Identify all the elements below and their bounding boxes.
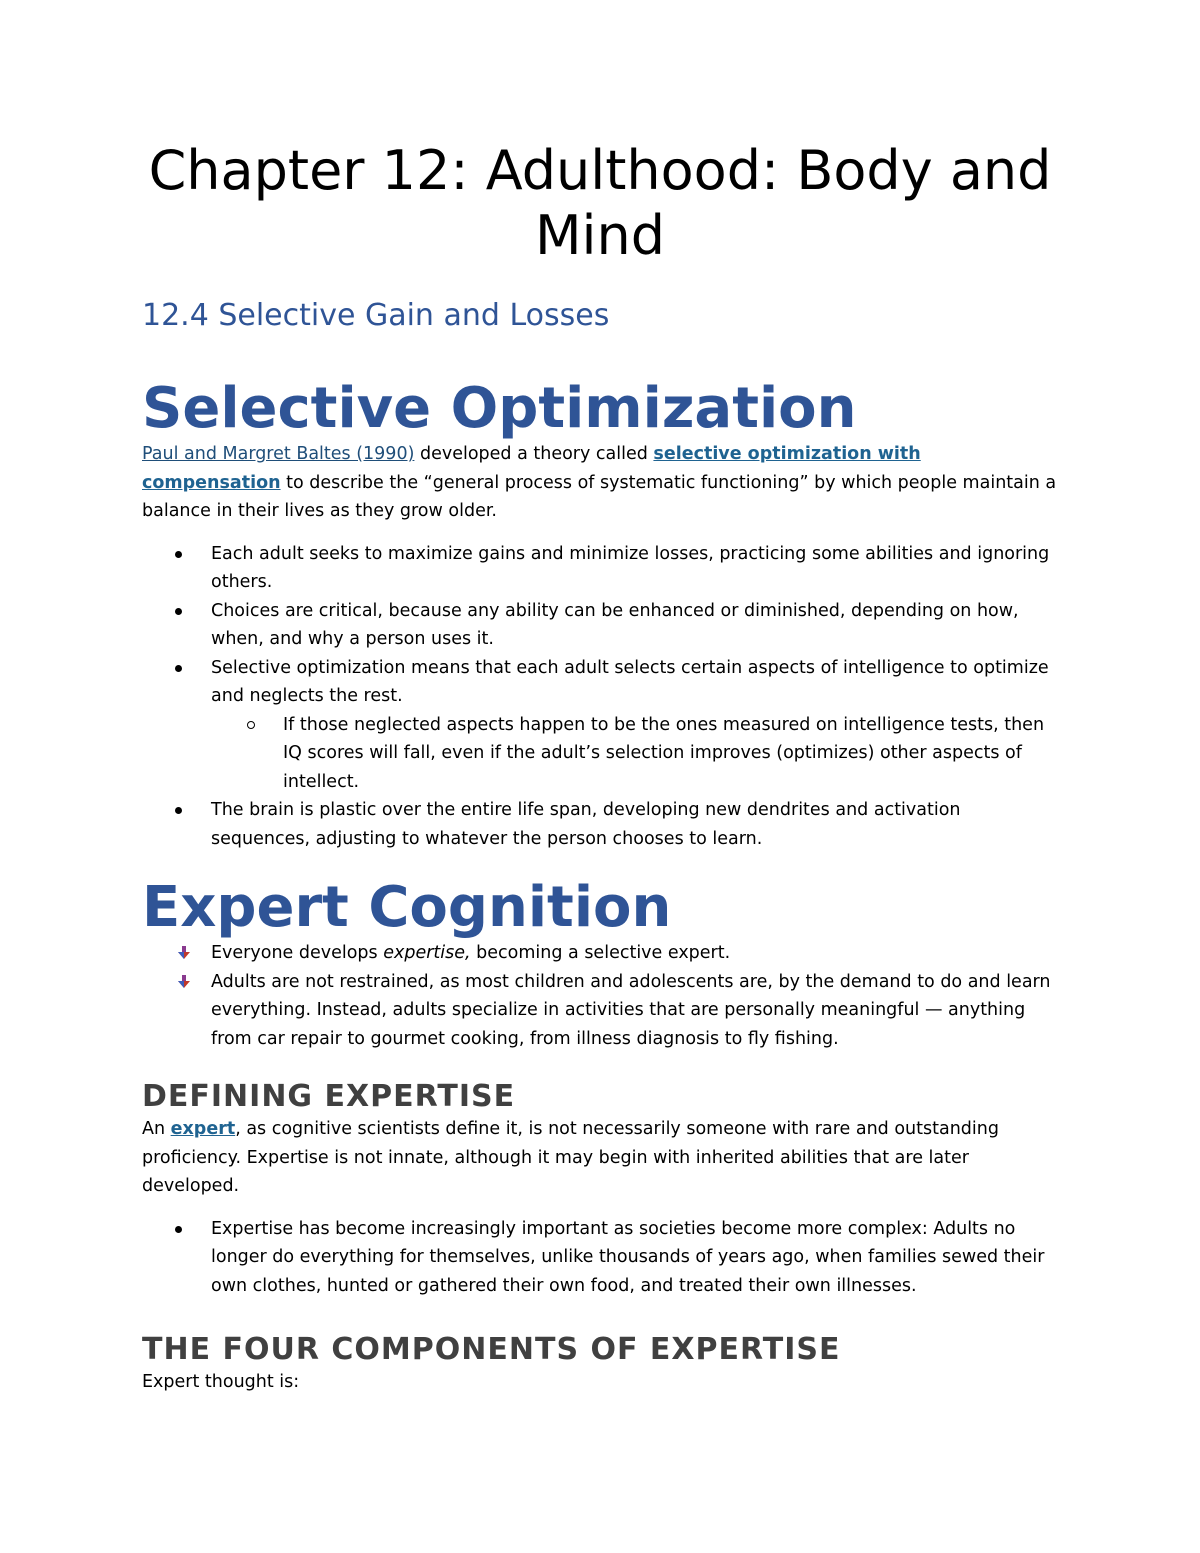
list-item-text-before: Everyone develops bbox=[211, 943, 384, 963]
soc-term-link[interactable]: selective optimization with compensation bbox=[142, 444, 921, 493]
expert-definition-paragraph bbox=[142, 1115, 1058, 1201]
para-text-before: An bbox=[142, 1119, 171, 1139]
list-item: Each adult seeks to maximize gains and minimize losses, practicing some abilities and ignoring others. bbox=[142, 540, 1058, 597]
list-item: Choices are critical, because any ability can be enhanced or diminished, depending on how, when, and why a person uses it. bbox=[142, 597, 1058, 654]
heading-four-components: THE FOUR COMPONENTS OF EXPERTISE bbox=[142, 1332, 841, 1367]
arrow-bullet-icon bbox=[176, 974, 192, 990]
intro-text-1: developed a theory called bbox=[414, 444, 654, 464]
list-item bbox=[142, 654, 1058, 797]
section-subtitle: 12.4 Selective Gain and Losses bbox=[142, 298, 610, 333]
defining-expertise-list bbox=[142, 1215, 1058, 1301]
expert-cognition-list bbox=[142, 939, 1058, 1053]
list-item bbox=[142, 968, 1058, 1054]
heading-expert-cognition: Expert Cognition bbox=[142, 875, 672, 940]
list-item-text: Adults are not restrained, as most children and adolescents are, by the demand to do and learn everything. Instead, adults specialize in activities that are personally meaningful — anything from car repair to gourmet cooking, from illness diagnosis to fly fishing. bbox=[211, 971, 1051, 1049]
intro-text-2: to describe the “general process of systematic functioning” by which people maintain a balance in their lives as they grow older. bbox=[142, 472, 1057, 521]
list-item-italic: expertise, bbox=[383, 943, 471, 963]
expert-thought-text: Expert thought is: bbox=[142, 1372, 300, 1392]
selective-optimization-list bbox=[142, 540, 1058, 854]
para-text-after: , as cognitive scientists define it, is not necessarily someone with rare and outstanding proficiency. Expertise is not innate, although it may begin with inherited abilities that are later developed. bbox=[142, 1119, 999, 1196]
expert-term-link[interactable]: expert bbox=[170, 1119, 236, 1139]
list-item: The brain is plastic over the entire life span, developing new dendrites and activation sequences, adjusting to whatever the person chooses to learn. bbox=[142, 796, 1058, 853]
sub-list bbox=[211, 711, 1058, 797]
baltes-citation-link[interactable]: Paul and Margret Baltes (1990) bbox=[142, 444, 415, 464]
list-item-text: Selective optimization means that each adult selects certain aspects of intelligence to optimize and neglects the rest. bbox=[211, 657, 1049, 706]
list-item bbox=[142, 939, 1058, 968]
heading-defining-expertise: DEFINING EXPERTISE bbox=[142, 1079, 516, 1114]
arrow-bullet-icon bbox=[176, 945, 192, 961]
sub-list-item: If those neglected aspects happen to be the ones measured on intelligence tests, then IQ scores will fall, even if the adult’s selection improves (optimizes) other aspects of intellect. bbox=[211, 711, 1058, 797]
page-title: Chapter 12: Adulthood: Body and Mind bbox=[148, 139, 1052, 267]
list-item: Expertise has become increasingly important as societies become more complex: Adults no longer do everything for themselves, unlike thousands of years ago, when families sewed their own clothes, hunted or gathered their own food, and treated their own illnesses. bbox=[142, 1215, 1058, 1301]
list-item-text-after: becoming a selective expert. bbox=[470, 943, 731, 963]
heading-selective-optimization: Selective Optimization bbox=[142, 376, 857, 441]
intro-paragraph bbox=[142, 440, 1058, 526]
